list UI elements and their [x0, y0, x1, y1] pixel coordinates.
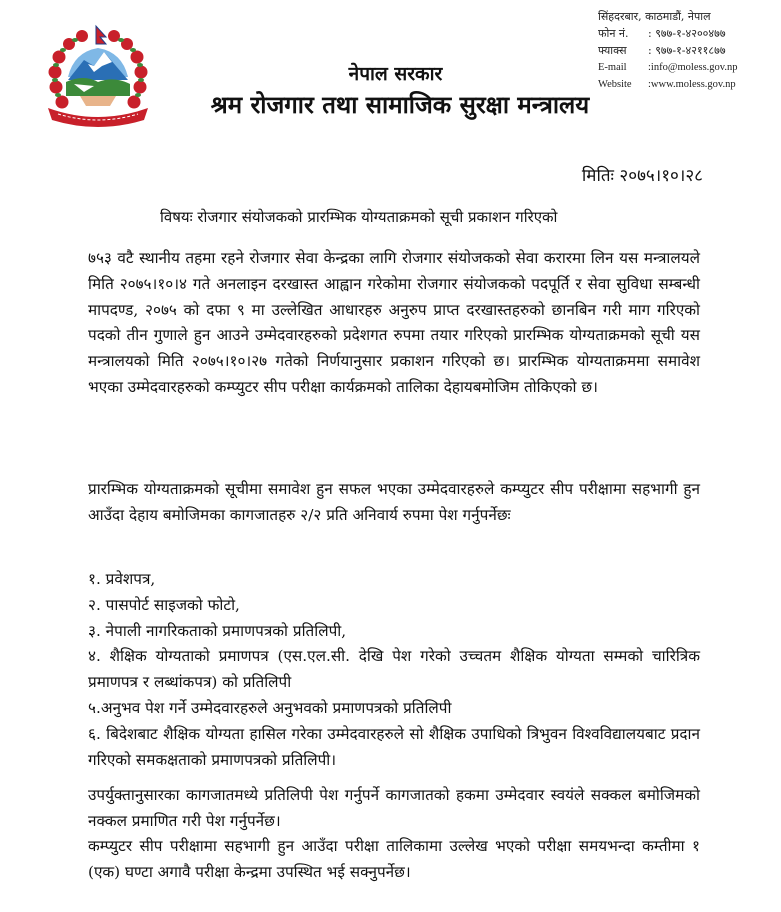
- list-item: २. पासपोर्ट साइजको फोटो,: [88, 595, 240, 614]
- paragraph-arrival-note: कम्प्युटर सीप परीक्षामा सहभागी हुन आउँदा परीक्षा तालिकामा उल्लेख भएको परीक्षा समयभन्दा कम्तीमा १ (एक) घण्टा अगावै परीक्षा केन्द्रमा उपस्थित भई सक्नुपर्नेछ।: [88, 837, 700, 881]
- phone-value: : ९७७-१-४२००४७७: [648, 27, 726, 40]
- fax-label: फ्याक्स: [598, 44, 627, 57]
- paragraph-documents-required: प्रारम्भिक योग्यताक्रमको सूचीमा समावेश हुन सफल भएका उम्मेदवारहरुले कम्प्युटर सीप परीक्षामा सहभागी हुन आउँदा देहाय बमोजिमका कागजातहरु २/२ प्रति अनिवार्य रुपमा पेश गर्नुपर्नेछः: [88, 480, 700, 524]
- letter-subject: विषयः रोजगार संयोजकको प्रारम्भिक योग्यताक्रमको सूची प्रकाशन गरिएको: [160, 208, 558, 226]
- list-item: ६. बिदेशबाट शैक्षिक योग्यता हासिल गरेका उम्मेदवारहरुले सो शैक्षिक उपाधिको त्रिभुवन विश्वविद्यालयबाट प्रदान गरिएको समकक्षताको प्रमाणपत्रको प्रतिलिपी।: [88, 724, 700, 769]
- phone-label: फोन नं.: [598, 27, 629, 40]
- address: सिंहदरबार, काठमाडौं, नेपाल: [598, 10, 711, 23]
- website-label: Website: [598, 79, 632, 90]
- email-value[interactable]: :info@moless.gov.np: [648, 62, 738, 73]
- email-label: E-mail: [598, 62, 627, 73]
- paragraph-copies-note: उपर्युक्तानुसारका कागजातमध्ये प्रतिलिपी पेश गर्नुपर्ने कागजातको हकमा उम्मेदवार स्वयंले सक्कल बमोजिमको नक्कल प्रमाणित गरी पेश गर्नुपर्नेछ।: [88, 786, 700, 830]
- fax-row: [598, 42, 778, 59]
- list-item: १. प्रवेशपत्र,: [88, 570, 156, 588]
- website-value[interactable]: :www.moless.gov.np: [648, 79, 736, 90]
- government-title: नेपाल सरकार: [348, 63, 443, 85]
- paragraph-intro: ७५३ वटै स्थानीय तहमा रहने रोजगार सेवा केन्द्रका लागि रोजगार संयोजकको सेवा करारमा लिन यस मन्त्रालयले मिति २०७५।१०।४ गते अनलाइन दरखास्त आह्वान गरेकोमा रोजगार संयोजकको पदपूर्ति र सेवा सुविधा सम्बन्धी मापदण्ड, २०७५ को दफा ९ मा उल्लेखित आधारहरु अनुरुप प्राप्त दरखास्तहरुको छानबिन गरी माग गरिएको पदको तीन गुणाले हुन आउने उम्मेदवारहरुको प्रदेशगत रुपमा तयार गरिएको प्रारम्भिक योग्यताक्रमको सूची यस मन्त्रालयको मिति २०७५।१०।२७ गतेको निर्णयानुसार प्रकाशन गरिएको छ। प्रारम्भिक योग्यताक्रममा समावेश भएका उम्मेदवारहरुको कम्प्युटर सीप परीक्षा कार्यक्रमको तालिका देहायबमोजिम तोकिएको छ।: [88, 249, 700, 396]
- list-item: ४. शैक्षिक योग्यताको प्रमाणपत्र (एस.एल.सी. देखि पेश गरेको उच्चतम शैक्षिक योग्यता सम्मको चारित्रिक प्रमाणपत्र र लब्धांकपत्र) को प्रतिलिपी: [88, 647, 700, 692]
- phone-row: [598, 25, 778, 42]
- letter-date: मितिः २०७५।१०।२८: [581, 166, 703, 186]
- list-item: ५.अनुभव पेश गर्ने उम्मेदवारहरुले अनुभवको प्रमाणपत्रको प्रतिलिपी: [88, 698, 452, 717]
- ministry-title: श्रम रोजगार तथा सामाजिक सुरक्षा मन्त्रालय: [210, 91, 590, 119]
- documents-list: [88, 567, 700, 773]
- list-item: ३. नेपाली नागरिकताको प्रमाणपत्रको प्रतिलिपी,: [88, 621, 347, 640]
- fax-value: : ९७७-१-४२११८७७: [648, 44, 726, 57]
